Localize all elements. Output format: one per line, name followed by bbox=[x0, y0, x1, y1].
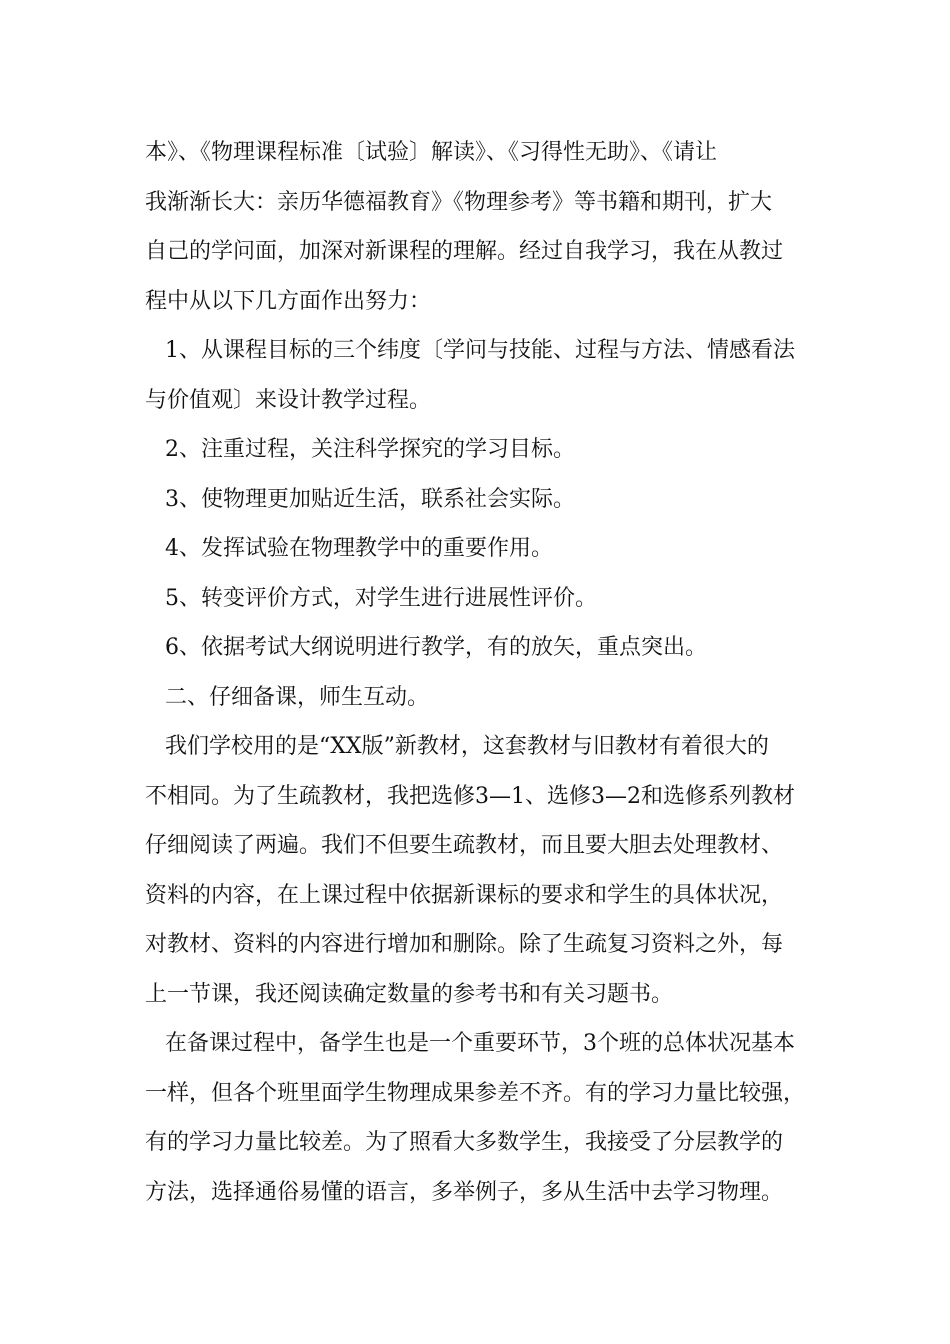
text-line: 自己的学问面，加深对新课程的理解。经过自我学习，我在从教过 bbox=[145, 239, 784, 264]
text-line: 资料的内容，在上课过程中依据新课标的要求和学生的具体状况， bbox=[145, 882, 784, 908]
text-line: 在备课过程中，备学生也是一个重要环节，3个班的总体状况基本 bbox=[165, 1031, 795, 1056]
section-heading: 二、仔细备课，师生互动。 bbox=[165, 684, 430, 710]
text-line: 我们学校用的是“XX版”新教材，这套教材与旧教材有着很大的 bbox=[165, 734, 769, 759]
text-line: 2、注重过程，关注科学探究的学习目标。 bbox=[165, 437, 575, 462]
text-line: 一样，但各个班里面学生物理成果参差不齐。有的学习力量比较强， bbox=[145, 1080, 806, 1106]
text-line: 5、转变评价方式，对学生进行进展性评价。 bbox=[165, 585, 597, 611]
text-line: 仔细阅读了两遍。我们不但要生疏教材，而且要大胆去处理教材、 bbox=[145, 833, 784, 858]
text-line: 4、发挥试验在物理教学中的重要作用。 bbox=[165, 536, 553, 561]
text-line: 有的学习力量比较差。为了照看大多数学生，我接受了分层教学的 bbox=[145, 1130, 784, 1155]
text-line: 与价值观〕来设计教学过程。 bbox=[145, 387, 432, 413]
text-line: 3、使物理更加贴近生活，联系社会实际。 bbox=[165, 486, 575, 512]
text-line: 本》、《物理课程标准〔试验〕解读》、《习得性无助》、《请让 bbox=[145, 140, 718, 165]
text-line: 不相同。为了生疏教材，我把选修3—1、选修3—2和选修系列教材 bbox=[145, 783, 795, 809]
text-line: 6、依据考试大纲说明进行教学，有的放矢，重点突出。 bbox=[165, 635, 707, 660]
text-line: 1、从课程目标的三个纬度〔学问与技能、过程与方法、情感看法 bbox=[165, 338, 795, 363]
text-line: 对教材、资料的内容进行增加和删除。除了生疏复习资料之外，每 bbox=[145, 932, 784, 957]
text-line: 我渐渐长大：亲历华德福教育》《物理参考》等书籍和期刊，扩大 bbox=[145, 189, 773, 215]
text-line: 程中从以下几方面作出努力： bbox=[145, 288, 432, 314]
text-line: 上一节课，我还阅读确定数量的参考书和有关习题书。 bbox=[145, 981, 674, 1007]
document-page bbox=[145, 128, 835, 1217]
text-line: 方法，选择通俗易懂的语言，多举例子，多从生活中去学习物理。 bbox=[145, 1179, 784, 1205]
